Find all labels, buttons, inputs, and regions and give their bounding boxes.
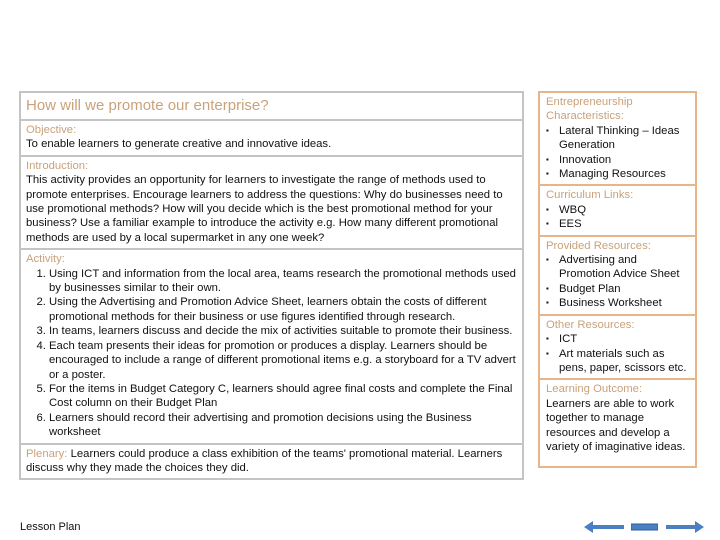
list-item: ▪ WBQ: [559, 203, 690, 217]
objective-heading: Objective:: [26, 124, 77, 136]
provided-resources-section: [540, 235, 695, 314]
activity-section: [21, 248, 522, 442]
activity-item: 3. In teams, learners discuss and decide the mix of activities suitable to promote their business.: [49, 324, 517, 338]
sidebar-panel: [538, 91, 697, 468]
learning-outcome-text: Learners are able to work together to manage resources and develop a variety of imaginative ideas.: [546, 397, 686, 453]
entrepreneurship-section: [540, 93, 695, 184]
list-item: ▪ Budget Plan: [559, 282, 690, 296]
list-item: ▪ ICT: [559, 332, 690, 346]
list-item: ▪ Innovation: [559, 153, 690, 167]
list-item: ▪ Managing Resources: [559, 167, 690, 181]
activity-item: 5. For the items in Budget Category C, learners should agree final costs and complete the Final Cost column on their Budget Plan: [49, 382, 517, 411]
footer-label: Lesson Plan: [20, 521, 81, 533]
objective-text: To enable learners to generate creative and innovative ideas.: [26, 138, 332, 151]
introduction-text: This activity provides an opportunity for learners to investigate the range of methods used to promote enterprises. Encourage learners to address the questions: Why do businesses need to use promotional methods? How will you decide which is the best promotional method for your business? Use a familiar example to introduce the activity e.g. How many different promotional methods are used by a local supermarket in any one week?: [26, 174, 503, 244]
learning-outcome-section: [540, 378, 695, 466]
plenary-text: Learners could produce a class exhibition of the teams' promotional material. Learners discuss why they made the choices they did.: [26, 447, 503, 474]
introduction-section: [21, 155, 522, 248]
other-resources-section: [540, 314, 695, 379]
other-resources-heading: Other Resources:: [546, 318, 635, 331]
arrow-right-icon[interactable]: [666, 521, 704, 533]
list-item: ▪ Art materials such as pens, paper, scissors etc.: [559, 347, 690, 376]
plenary-section: [21, 443, 522, 479]
list-item: ▪ Business Worksheet: [559, 296, 690, 310]
provided-resources-heading: Provided Resources:: [546, 239, 651, 252]
plenary-heading: Plenary:: [26, 447, 68, 460]
lesson-panel: [19, 91, 524, 480]
learning-outcome-heading: Learning Outcome:: [546, 383, 643, 396]
activity-item: 1. Using ICT and information from the local area, teams research the promotional methods used by businesses similar to their own.: [49, 267, 517, 296]
page-title: How will we promote our enterprise?: [26, 97, 269, 114]
curriculum-section: [540, 184, 695, 234]
activity-item: 4. Each team presents their ideas for promotion or produces a display. Learners should be encouraged to include a range of different promotional items e.g. a storyboard for a TV advert or a poster.: [49, 339, 517, 382]
activity-heading: Activity:: [26, 253, 65, 266]
list-item: ▪ Advertising and Promotion Advice Sheet: [559, 253, 690, 282]
list-item: ▪ Lateral Thinking – Ideas Generation: [559, 124, 690, 153]
objective-section: [21, 119, 522, 155]
activity-item: 6. Learners should record their advertising and promotion decisions using the Business worksheet: [49, 411, 517, 440]
list-item: ▪ EES: [559, 217, 690, 231]
arrow-left-icon[interactable]: [584, 521, 624, 533]
introduction-heading: Introduction:: [26, 159, 89, 172]
home-bar-icon[interactable]: [631, 521, 658, 533]
curriculum-heading: Curriculum Links:: [546, 189, 634, 202]
activity-item: 2. Using the Advertising and Promotion Advice Sheet, learners obtain the costs of different promotional methods for their business or use figures identified through research.: [49, 295, 517, 324]
entrepreneurship-heading: Entrepreneurship Characteristics:: [546, 96, 633, 123]
